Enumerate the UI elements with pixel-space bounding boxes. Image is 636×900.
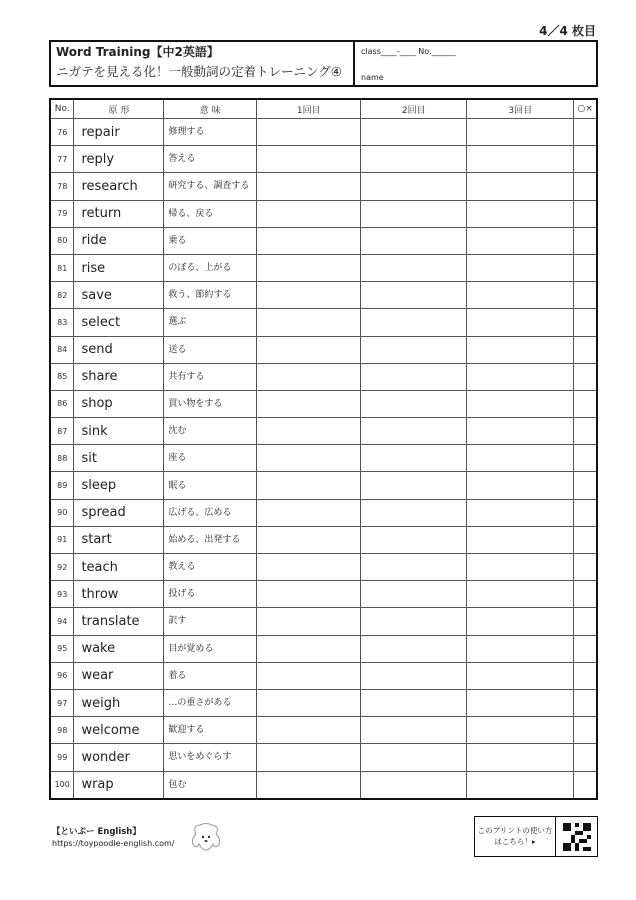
- cell-no: 78: [50, 173, 74, 200]
- column-header: 原 形: [74, 99, 164, 119]
- cell-attempt-3[interactable]: [466, 472, 574, 499]
- table-row: [50, 554, 597, 581]
- cell-no: 97: [50, 689, 74, 716]
- table-row: [50, 445, 597, 472]
- cell-word: welcome: [74, 717, 164, 744]
- howto-text: このプリントの使い方はこちら！▸: [475, 817, 556, 856]
- cell-attempt-1[interactable]: [256, 119, 361, 146]
- cell-meaning: 着る: [164, 662, 257, 689]
- cell-result[interactable]: [574, 336, 597, 363]
- cell-result[interactable]: [574, 744, 597, 771]
- cell-attempt-1[interactable]: [256, 390, 361, 417]
- cell-result[interactable]: [574, 771, 597, 799]
- student-info: [355, 42, 596, 85]
- cell-no: 95: [50, 635, 74, 662]
- table-row: [50, 771, 597, 799]
- cell-attempt-2[interactable]: [361, 689, 467, 716]
- name-label: name: [361, 73, 384, 82]
- cell-attempt-2[interactable]: [361, 608, 467, 635]
- cell-meaning: 送る: [164, 336, 257, 363]
- cell-meaning: 答える: [164, 146, 257, 173]
- cell-attempt-2[interactable]: [361, 282, 467, 309]
- cell-attempt-2[interactable]: [361, 472, 467, 499]
- cell-no: 87: [50, 418, 74, 445]
- title-line2: ニガテを見える化！一般動詞の定着トレーニング④: [56, 64, 342, 79]
- howto-box[interactable]: [474, 816, 598, 857]
- word-table: [49, 98, 598, 800]
- cell-no: 99: [50, 744, 74, 771]
- cell-meaning: 歓迎する: [164, 717, 257, 744]
- table-row: [50, 581, 597, 608]
- cell-attempt-2[interactable]: [361, 390, 467, 417]
- table-row: [50, 608, 597, 635]
- cell-attempt-3[interactable]: [466, 282, 574, 309]
- cell-attempt-2[interactable]: [361, 717, 467, 744]
- cell-meaning: 買い物をする: [164, 390, 257, 417]
- cell-no: 90: [50, 499, 74, 526]
- title-line1: Word Training【中2英語】: [56, 45, 219, 59]
- cell-meaning: 研究する、調査する: [164, 173, 257, 200]
- cell-meaning: 広げる、広める: [164, 499, 257, 526]
- table-row: [50, 418, 597, 445]
- table-row: [50, 173, 597, 200]
- table-row: [50, 119, 597, 146]
- cell-attempt-3[interactable]: [466, 173, 574, 200]
- cell-meaning: 投げる: [164, 581, 257, 608]
- cell-word: ride: [74, 227, 164, 254]
- cell-attempt-3[interactable]: [466, 499, 574, 526]
- table-row: [50, 309, 597, 336]
- cell-meaning: 包む: [164, 771, 257, 799]
- cell-meaning: 救う、節約する: [164, 282, 257, 309]
- cell-attempt-1[interactable]: [256, 717, 361, 744]
- cell-attempt-3[interactable]: [466, 254, 574, 281]
- cell-attempt-2[interactable]: [361, 526, 467, 553]
- cell-word: translate: [74, 608, 164, 635]
- table-row: [50, 472, 597, 499]
- cell-no: 92: [50, 554, 74, 581]
- cell-word: send: [74, 336, 164, 363]
- cell-word: return: [74, 200, 164, 227]
- cell-attempt-1[interactable]: [256, 227, 361, 254]
- cell-meaning: 乗る: [164, 227, 257, 254]
- cell-word: shop: [74, 390, 164, 417]
- cell-attempt-2[interactable]: [361, 418, 467, 445]
- cell-word: sleep: [74, 472, 164, 499]
- cell-no: 96: [50, 662, 74, 689]
- cell-result[interactable]: [574, 146, 597, 173]
- table-row: [50, 717, 597, 744]
- cell-word: weigh: [74, 689, 164, 716]
- poodle-icon: [188, 822, 224, 852]
- cell-result[interactable]: [574, 254, 597, 281]
- cell-attempt-2[interactable]: [361, 635, 467, 662]
- cell-meaning: 沈む: [164, 418, 257, 445]
- cell-meaning: 思いをめぐらす: [164, 744, 257, 771]
- cell-no: 85: [50, 363, 74, 390]
- cell-attempt-3[interactable]: [466, 526, 574, 553]
- cell-attempt-1[interactable]: [256, 662, 361, 689]
- cell-attempt-1[interactable]: [256, 608, 361, 635]
- cell-attempt-1[interactable]: [256, 336, 361, 363]
- column-header: No.: [50, 99, 74, 119]
- cell-attempt-2[interactable]: [361, 254, 467, 281]
- cell-result[interactable]: [574, 554, 597, 581]
- cell-word: repair: [74, 119, 164, 146]
- column-header: 2回目: [361, 99, 467, 119]
- cell-word: wrap: [74, 771, 164, 799]
- table-row: [50, 499, 597, 526]
- cell-result[interactable]: [574, 445, 597, 472]
- cell-no: 89: [50, 472, 74, 499]
- cell-attempt-1[interactable]: [256, 581, 361, 608]
- cell-word: rise: [74, 254, 164, 281]
- title-area: [51, 42, 355, 85]
- cell-meaning: 始める、出発する: [164, 526, 257, 553]
- cell-result[interactable]: [574, 717, 597, 744]
- cell-attempt-2[interactable]: [361, 445, 467, 472]
- cell-meaning: 教える: [164, 554, 257, 581]
- cell-attempt-1[interactable]: [256, 418, 361, 445]
- cell-result[interactable]: [574, 363, 597, 390]
- cell-word: select: [74, 309, 164, 336]
- table-row: [50, 227, 597, 254]
- cell-result[interactable]: [574, 608, 597, 635]
- table-row: [50, 390, 597, 417]
- cell-attempt-3[interactable]: [466, 581, 574, 608]
- cell-meaning: 座る: [164, 445, 257, 472]
- brand-name: 【といぷー English】: [52, 827, 141, 837]
- cell-no: 82: [50, 282, 74, 309]
- cell-no: 81: [50, 254, 74, 281]
- cell-attempt-3[interactable]: [466, 336, 574, 363]
- table-row: [50, 635, 597, 662]
- cell-attempt-3[interactable]: [466, 445, 574, 472]
- cell-word: sink: [74, 418, 164, 445]
- cell-no: 76: [50, 119, 74, 146]
- cell-attempt-1[interactable]: [256, 445, 361, 472]
- cell-word: wake: [74, 635, 164, 662]
- cell-attempt-1[interactable]: [256, 173, 361, 200]
- cell-attempt-1[interactable]: [256, 744, 361, 771]
- cell-attempt-3[interactable]: [466, 744, 574, 771]
- qr-code-icon[interactable]: [563, 823, 591, 851]
- cell-result[interactable]: [574, 635, 597, 662]
- column-header: 1回目: [256, 99, 361, 119]
- cell-attempt-1[interactable]: [256, 526, 361, 553]
- cell-meaning: 訳す: [164, 608, 257, 635]
- table-row: [50, 744, 597, 771]
- cell-word: sit: [74, 445, 164, 472]
- cell-no: 94: [50, 608, 74, 635]
- cell-result[interactable]: [574, 390, 597, 417]
- cell-attempt-3[interactable]: [466, 689, 574, 716]
- cell-attempt-3[interactable]: [466, 390, 574, 417]
- cell-meaning: 修理する: [164, 119, 257, 146]
- table-row: [50, 282, 597, 309]
- cell-attempt-3[interactable]: [466, 635, 574, 662]
- cell-attempt-2[interactable]: [361, 146, 467, 173]
- table-row: [50, 200, 597, 227]
- cell-attempt-2[interactable]: [361, 119, 467, 146]
- cell-no: 93: [50, 581, 74, 608]
- cell-attempt-1[interactable]: [256, 309, 361, 336]
- cell-meaning: 帰る、戻る: [164, 200, 257, 227]
- cell-result[interactable]: [574, 119, 597, 146]
- class-label: class____-____ No.______: [361, 47, 456, 56]
- cell-result[interactable]: [574, 662, 597, 689]
- cell-attempt-1[interactable]: [256, 635, 361, 662]
- cell-no: 80: [50, 227, 74, 254]
- cell-attempt-3[interactable]: [466, 554, 574, 581]
- cell-attempt-2[interactable]: [361, 363, 467, 390]
- cell-meaning: …の重さがある: [164, 689, 257, 716]
- cell-attempt-3[interactable]: [466, 418, 574, 445]
- cell-attempt-1[interactable]: [256, 472, 361, 499]
- table-row: [50, 254, 597, 281]
- cell-no: 77: [50, 146, 74, 173]
- cell-attempt-1[interactable]: [256, 200, 361, 227]
- cell-no: 100: [50, 771, 74, 799]
- cell-result[interactable]: [574, 418, 597, 445]
- column-header: 意 味: [164, 99, 257, 119]
- cell-word: reply: [74, 146, 164, 173]
- table-row: [50, 689, 597, 716]
- site-url[interactable]: https://toypoodle-english.com/: [52, 839, 175, 848]
- cell-result[interactable]: [574, 309, 597, 336]
- cell-word: research: [74, 173, 164, 200]
- cell-attempt-1[interactable]: [256, 146, 361, 173]
- cell-word: wonder: [74, 744, 164, 771]
- cell-attempt-3[interactable]: [466, 309, 574, 336]
- cell-word: wear: [74, 662, 164, 689]
- cell-attempt-2[interactable]: [361, 581, 467, 608]
- cell-no: 79: [50, 200, 74, 227]
- cell-attempt-3[interactable]: [466, 119, 574, 146]
- cell-attempt-2[interactable]: [361, 744, 467, 771]
- table-row: [50, 336, 597, 363]
- cell-result[interactable]: [574, 173, 597, 200]
- cell-result[interactable]: [574, 499, 597, 526]
- cell-attempt-2[interactable]: [361, 499, 467, 526]
- cell-result[interactable]: [574, 472, 597, 499]
- cell-no: 88: [50, 445, 74, 472]
- cell-attempt-2[interactable]: [361, 200, 467, 227]
- cell-attempt-1[interactable]: [256, 499, 361, 526]
- cell-word: throw: [74, 581, 164, 608]
- cell-attempt-1[interactable]: [256, 689, 361, 716]
- cell-word: save: [74, 282, 164, 309]
- cell-attempt-3[interactable]: [466, 771, 574, 799]
- table-row: [50, 363, 597, 390]
- table-row: [50, 662, 597, 689]
- cell-result[interactable]: [574, 282, 597, 309]
- cell-meaning: 目が覚める: [164, 635, 257, 662]
- cell-word: share: [74, 363, 164, 390]
- cell-attempt-2[interactable]: [361, 309, 467, 336]
- cell-attempt-2[interactable]: [361, 173, 467, 200]
- table-row: [50, 526, 597, 553]
- cell-result[interactable]: [574, 227, 597, 254]
- cell-attempt-3[interactable]: [466, 608, 574, 635]
- cell-attempt-1[interactable]: [256, 554, 361, 581]
- table-row: [50, 146, 597, 173]
- cell-word: teach: [74, 554, 164, 581]
- column-header: ○×: [574, 99, 597, 119]
- cell-no: 98: [50, 717, 74, 744]
- cell-no: 91: [50, 526, 74, 553]
- header-box: [49, 40, 598, 87]
- cell-attempt-1[interactable]: [256, 363, 361, 390]
- column-header: 3回目: [466, 99, 574, 119]
- cell-no: 84: [50, 336, 74, 363]
- cell-attempt-2[interactable]: [361, 554, 467, 581]
- cell-result[interactable]: [574, 689, 597, 716]
- cell-no: 86: [50, 390, 74, 417]
- cell-result[interactable]: [574, 581, 597, 608]
- cell-meaning: 共有する: [164, 363, 257, 390]
- cell-attempt-2[interactable]: [361, 227, 467, 254]
- cell-attempt-2[interactable]: [361, 771, 467, 799]
- footer-brand: [52, 826, 175, 850]
- cell-word: spread: [74, 499, 164, 526]
- cell-meaning: 選ぶ: [164, 309, 257, 336]
- cell-result[interactable]: [574, 526, 597, 553]
- cell-attempt-3[interactable]: [466, 363, 574, 390]
- cell-word: start: [74, 526, 164, 553]
- cell-attempt-1[interactable]: [256, 771, 361, 799]
- cell-attempt-2[interactable]: [361, 336, 467, 363]
- cell-attempt-1[interactable]: [256, 254, 361, 281]
- page-number: 4／4 枚目: [539, 24, 596, 38]
- cell-meaning: 眠る: [164, 472, 257, 499]
- cell-attempt-1[interactable]: [256, 282, 361, 309]
- cell-meaning: のぼる、上がる: [164, 254, 257, 281]
- cell-no: 83: [50, 309, 74, 336]
- cell-result[interactable]: [574, 200, 597, 227]
- cell-attempt-3[interactable]: [466, 146, 574, 173]
- cell-attempt-3[interactable]: [466, 717, 574, 744]
- cell-attempt-3[interactable]: [466, 662, 574, 689]
- cell-attempt-3[interactable]: [466, 227, 574, 254]
- cell-attempt-3[interactable]: [466, 200, 574, 227]
- cell-attempt-2[interactable]: [361, 662, 467, 689]
